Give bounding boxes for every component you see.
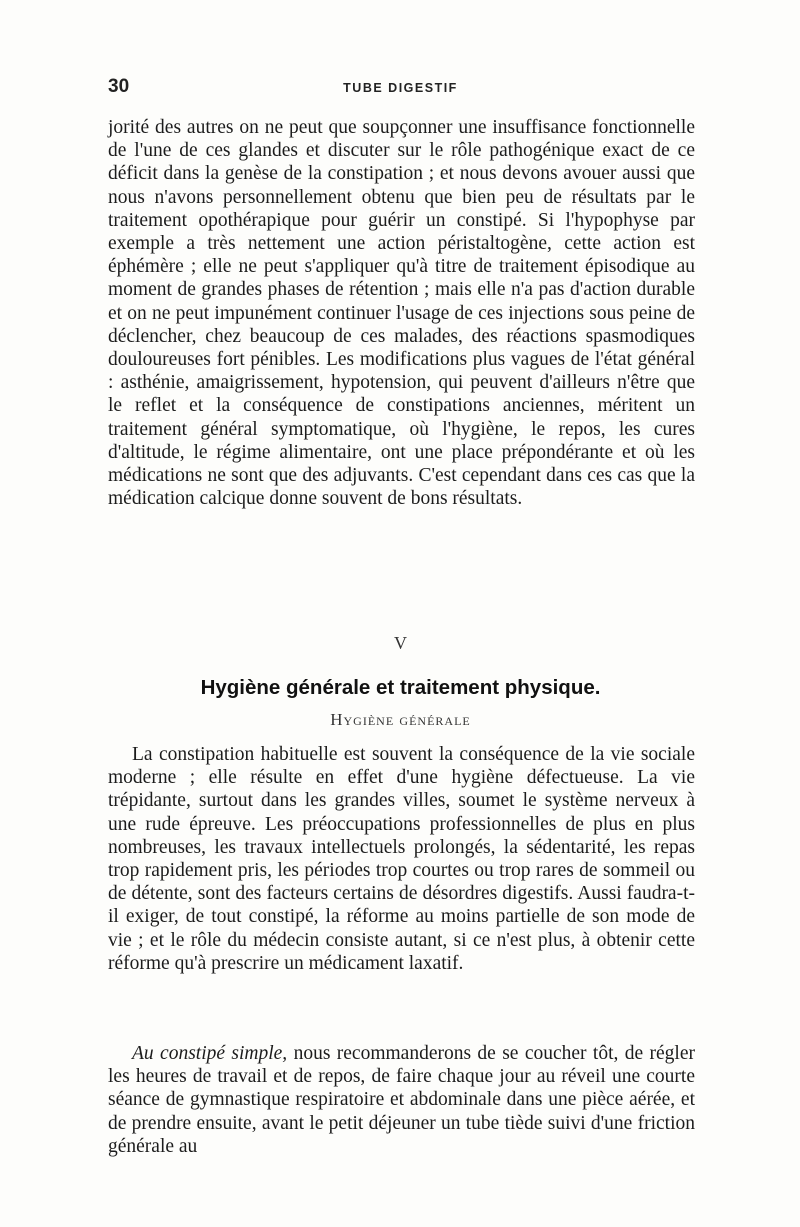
page-number: 30 — [108, 76, 130, 97]
paragraph-3-text: nous recommanderons de se coucher tôt, de régler les heures de travail et de repos, de faire chaque jour au réveil une courte séance de gymnastique respiratoire et abdominale dans une pièce aérée, et de prendre ensuite, avant le petit déjeuner un tube tiède suivi d'une friction générale au — [108, 1043, 695, 1157]
subsection-title: Hygiène générale — [330, 710, 471, 729]
paragraph-1: jorité des autres on ne peut que soupçonner une insuffisance fonctionnelle de l'une de ces glandes et discuter sur le rôle pathogénique exact de ce déficit dans la genèse de la constipation ; et nous devons avouer aussi que nous n'avons personnellement obtenu que bien peu de résultats par le traitement opothérapique pour guérir un constipé. Si l'hypophyse par exemple a très nettement une action péristaltogène, cette action est éphémère ; elle ne peut s'appliquer qu'à titre de traitement épisodique au moment de grandes phases de rétention ; mais elle n'a pas d'action durable et on ne peut impunément continuer l'usage de ces injections sous peine de déclencher, chez beaucoup de ces malades, des réactions spasmodiques douloureuses fort pénibles. Les modifications plus vagues de l'état général : asthénie, amaigrissement, hypotension, qui peuvent d'ailleurs n'être que le reflet et la conséquence de constipations anciennes, méritent un traitement général symptomatique, où l'hygiène, le repos, les cures d'altitude, le régime alimentaire, ont une place prépondérante et où les médications ne sont que des adjuvants. C'est cependant dans ces cas que la médication calcique donne souvent de bons résultats. — [108, 117, 695, 510]
page-header — [108, 76, 693, 100]
paragraph-3-lead: Au constipé simple, — [132, 1043, 288, 1064]
paragraph-2: La constipation habituelle est souvent la conséquence de la vie sociale moderne ; elle résulte en effet d'une hygiène défectueuse. La vie trépidante, surtout dans les grandes villes, soumet le système nerveux à une rude épreuve. Les préoccupations professionnelles de plus en plus nombreuses, les travaux intellectuels prolongés, la sédentarité, les repas trop rapidement pris, les périodes trop courtes ou trop rares de sommeil ou de détente, sont des facteurs certains de désordres digestifs. Aussi faudra-t-il exiger, de tout constipé, la réforme au moins partielle de son mode de vie ; et le rôle du médecin consiste autant, si ce n'est plus, à obtenir cette réforme qu'à prescrire un médicament laxatif. — [108, 744, 695, 974]
section-title: Hygiène générale et traitement physique. — [200, 676, 601, 699]
paragraph-3 — [108, 1042, 695, 1158]
running-title: TUBE DIGESTIF — [343, 81, 458, 95]
section-numeral: V — [394, 633, 407, 653]
